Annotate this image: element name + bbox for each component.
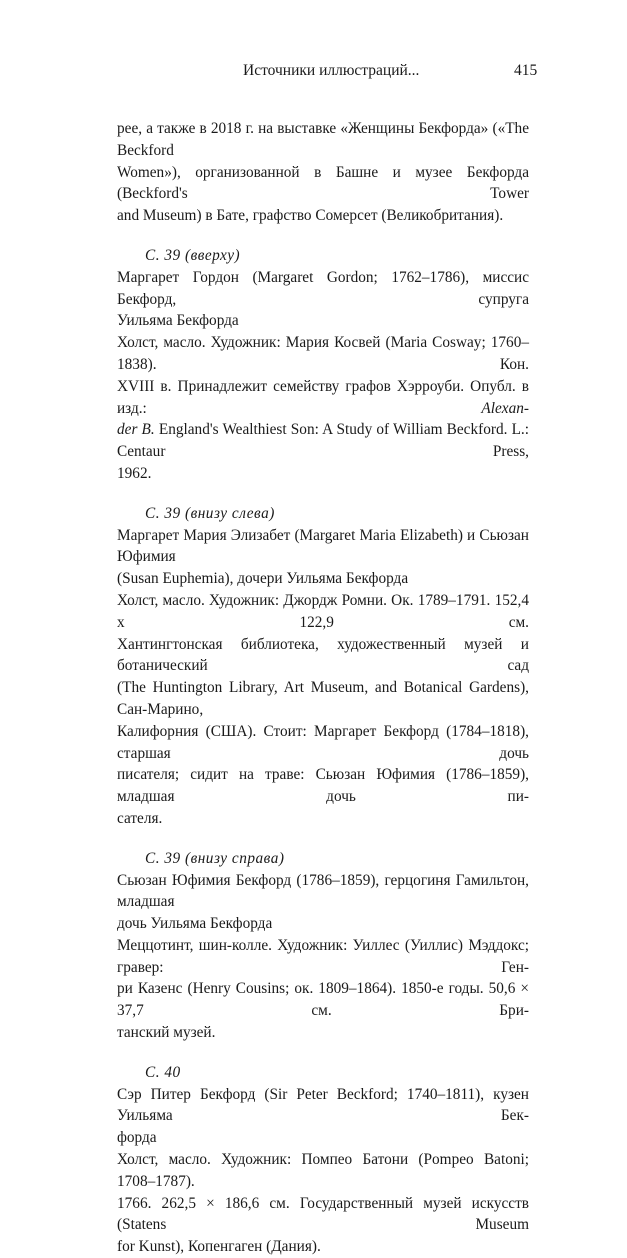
caption-entry bbox=[117, 848, 529, 1044]
caption-details bbox=[117, 935, 529, 1044]
text-line: танский музей. bbox=[117, 1024, 216, 1042]
text-line: Сьюзан Юфимия Бекфорд (1786–1859), герцогиня Гамильтон, младшая bbox=[117, 871, 529, 911]
text-line: дочь Уильяма Бекфорда bbox=[117, 915, 273, 933]
author-italic: der B. bbox=[117, 421, 155, 439]
caption-entry bbox=[117, 1062, 529, 1258]
running-title: Источники иллюстраций... bbox=[243, 62, 420, 79]
text-line: Сэр Питер Бекфорд (Sir Peter Beckford; 1740–1811), кузен Уильяма Бек- bbox=[117, 1085, 529, 1125]
author-italic: Alexan- bbox=[481, 399, 529, 417]
running-header bbox=[0, 62, 627, 84]
text-line: and Museum) в Бате, графство Сомерсет (Великобритания). bbox=[117, 207, 504, 225]
text-line: (Susan Euphemia), дочери Уильяма Бекфорда bbox=[117, 570, 409, 588]
caption-entry bbox=[117, 245, 529, 485]
intro-paragraph bbox=[117, 118, 529, 227]
text-line: Хантингтонская библиотека, художественный музей и ботанический сад bbox=[117, 635, 529, 675]
text-line: 1962. bbox=[117, 464, 152, 482]
text-line: Холст, масло. Художник: Джордж Ромни. Ок. 1789–1791. 152,4 х 122,9 см. bbox=[117, 591, 529, 631]
section-heading: С. 40 bbox=[145, 1063, 181, 1081]
caption-subject bbox=[117, 525, 529, 590]
text-line: Маргарет Гордон (Margaret Gordon; 1762–1786), миссис Бекфорд, супруга bbox=[117, 268, 529, 308]
text-line: 1766. 262,5 × 186,6 см. Государственный музей искусств (Statens Museum bbox=[117, 1194, 529, 1234]
text-line: форда bbox=[117, 1129, 157, 1147]
text-line: Маргарет Мария Элизабет (Margaret Maria Elizabeth) и Сьюзан Юфимия bbox=[117, 526, 529, 566]
text-line: Калифорния (США). Стоит: Маргарет Бекфорд (1784–1818), старшая дочь bbox=[117, 722, 529, 762]
text-line: for Kunst), Копенгаген (Дания). bbox=[117, 1238, 321, 1256]
text-line bbox=[117, 376, 529, 420]
caption-details bbox=[117, 590, 529, 830]
section-heading: С. 39 (внизу слева) bbox=[145, 504, 275, 522]
page-body bbox=[117, 118, 529, 1258]
caption-subject bbox=[117, 1084, 529, 1149]
text-line bbox=[117, 419, 529, 463]
page-number: 415 bbox=[514, 62, 538, 79]
text-fragment: England's Wealthiest Son: A Study of William Beckford. L.: Centaur Press, bbox=[117, 421, 529, 461]
text-fragment: XVIII в. Принадлежит семейству графов Хэрроуби. Опубл. в изд.: bbox=[117, 377, 529, 417]
text-line: писателя; сидит на траве: Сьюзан Юфимия (1786–1859), младшая дочь пи- bbox=[117, 766, 529, 806]
text-line: рее, а также в 2018 г. на выставке «Женщины Бекфорда» («The Beckford bbox=[117, 120, 529, 159]
caption-subject bbox=[117, 870, 529, 935]
text-line: Меццотинт, шин-колле. Художник: Уиллес (Уиллис) Мэддокс; гравер: Ген- bbox=[117, 936, 529, 976]
text-line: (The Huntington Library, Art Museum, and Botanical Gardens), Сан-Марино, bbox=[117, 679, 529, 718]
caption-subject bbox=[117, 267, 529, 332]
caption-details bbox=[117, 1149, 529, 1258]
text-line: Холст, масло. Художник: Мария Косвей (Maria Cosway; 1760–1838). Кон. bbox=[117, 334, 529, 373]
text-line: сателя. bbox=[117, 809, 163, 827]
text-line: Women»), организованной в Башне и музее Бекфорда (Beckford's Tower bbox=[117, 163, 529, 203]
caption-details bbox=[117, 332, 529, 485]
section-heading: С. 39 (вверху) bbox=[145, 246, 241, 264]
text-line: Холст, масло. Художник: Помпео Батони (Pompeo Batoni; 1708–1787). bbox=[117, 1151, 529, 1190]
text-line: Уильяма Бекфорда bbox=[117, 312, 239, 330]
text-line: ри Казенс (Henry Cousins; ок. 1809–1864). 1850-е годы. 50,6 × 37,7 см. Бри- bbox=[117, 980, 529, 1020]
caption-entry bbox=[117, 503, 529, 830]
section-heading: С. 39 (внизу справа) bbox=[145, 849, 285, 867]
